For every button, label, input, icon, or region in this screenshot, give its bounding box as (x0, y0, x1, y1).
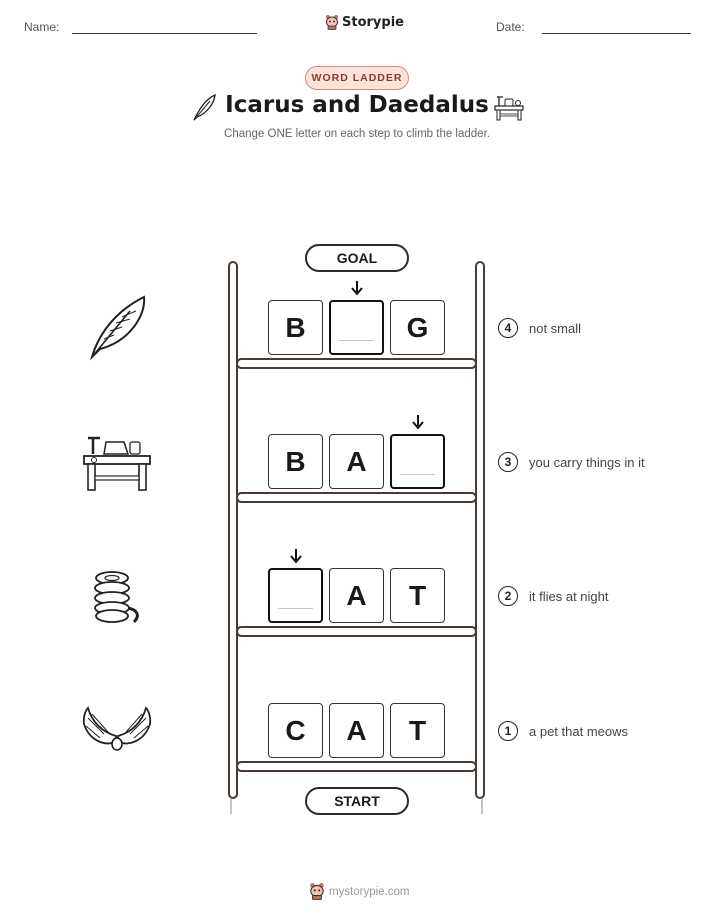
letter-tile: G (390, 300, 445, 355)
step-number: 3 (498, 452, 518, 472)
name-label: Name: (24, 20, 60, 34)
storypie-mascot-icon (309, 882, 325, 900)
goal-label: GOAL (305, 244, 409, 272)
page-title: Icarus and Daedalus (225, 92, 489, 118)
letter-tile: A (329, 568, 384, 623)
letter-tile: T (390, 568, 445, 623)
letter-tile: B (268, 300, 323, 355)
feather-icon (86, 293, 150, 361)
blank-letter-tile[interactable] (329, 300, 384, 355)
clue-text: not small (529, 321, 582, 336)
letter-tile: T (390, 703, 445, 758)
rope-coil-icon (88, 568, 144, 626)
wings-icon (80, 704, 154, 758)
workbench-icon (80, 430, 154, 494)
clue-text: a pet that meows (529, 724, 628, 739)
letter-tile: A (329, 703, 384, 758)
letter-tile: B (268, 434, 323, 489)
brand-logo (325, 14, 404, 30)
step-number: 4 (498, 318, 518, 338)
step-number: 1 (498, 721, 518, 741)
arrow-down-icon (289, 548, 303, 564)
name-field[interactable] (72, 33, 257, 34)
letter-tile: C (268, 703, 323, 758)
start-label: START (305, 787, 409, 815)
letter-tile: A (329, 434, 384, 489)
footer-url[interactable]: mystorypie.com (329, 886, 410, 898)
clue-text: you carry things in it (529, 455, 645, 470)
instructions: Change ONE letter on each step to climb the ladder. (224, 128, 490, 140)
step-number: 2 (498, 586, 518, 606)
arrow-down-icon (350, 280, 364, 296)
storypie-mascot-icon (325, 14, 339, 30)
activity-badge: WORD LADDER (305, 66, 409, 90)
clue-text: it flies at night (529, 589, 609, 604)
blank-letter-tile[interactable] (268, 568, 323, 623)
date-label: Date: (496, 20, 525, 34)
workbench-icon (493, 94, 525, 122)
brand-name: Storypie (342, 14, 404, 30)
date-field[interactable] (542, 33, 691, 34)
blank-letter-tile[interactable] (390, 434, 445, 489)
arrow-down-icon (411, 414, 425, 430)
